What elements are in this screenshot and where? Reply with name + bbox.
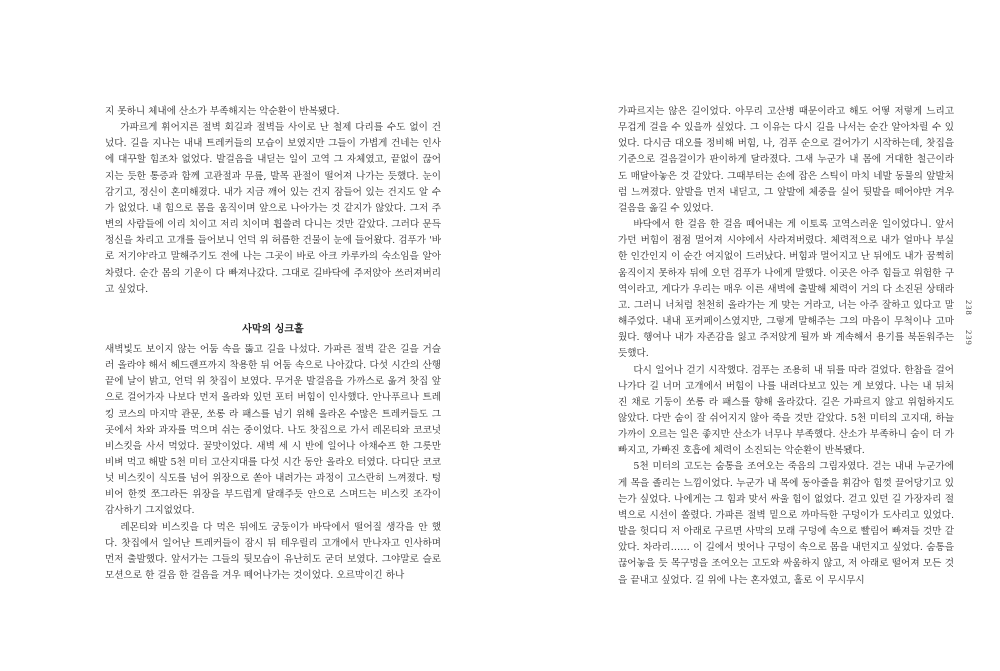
paragraph: 새벽빛도 보이지 않는 어둠 속을 뚫고 길을 나섰다. 가파른 절벽 같은 길을 거슬러 올라야 해서 헤드랜프까지 착용한 뒤 어둠 속으로 나아갔다. 다섯 시간의 산행 끝에 날이 밝고, 언덕 위 찻집이 보였다. 무거운 발걸음을 가까스로 옮겨 찻집 앞으로 걸어가자 나보다 먼저 올라와 있던 포터 버힘이 인사했다. 안나푸르나 트레킹 코스의 마지막 관문, 쏘롱 라 패스를 넘기 위해 올라온 수많은 트레커들도 그곳에서 차와 과자를 먹으며 쉬는 중이었다. 나도 찻집으로 가서 레몬티와 코코넛 비스킷을 사서 먹었다. 꿀맛이었다. 새벽 세 시 반에 일어나 아채수프 한 그릇만 비벼 먹고 해발 5천 미터 고산지대를 다섯 시간 동안 올라오 터였다. 다디단 코코넛 비스킷이 식도를 넘어 위장으로 쏟아 내려가는 과정이 고스란히 느껴졌다. 텅 비어 한껏 쪼그라든 위장을 부드럽게 달래주듯 안으로 스며드는 비스킷 조각이 감사하기 그지없었다.: [105, 343, 441, 517]
paragraph: 레몬티와 비스킷을 다 먹은 뒤에도 궁둥이가 바닥에서 떨어질 생각을 안 했다. 찻집에서 일어난 트레커들이 잠시 뒤 테우릴리 고개에서 만나자고 인사하며 먼저 출발했다. 앞서가는 그들의 뒷모습이 유난히도 굳더 보였다. 그야말로 슬로모션으로 한 걸음 한 걸음을 겨우 떼어나가는 것이었다. 오르막이긴 하나: [105, 521, 441, 582]
section-heading: 사막의 싱크홀: [242, 323, 304, 335]
paragraph: 바닥에서 한 걸음 한 걸음 떼어내는 게 이토록 고역스러운 일이었다니. 앞서가던 버힘이 점점 멀어져 시야에서 사라져버렸다. 체력적으로 내가 얼마나 부실한 인간인지 이 순간 여지없이 드러났다. 버힘과 멀어지고 난 뒤에도 내가 꿈쩍히 움직이지 못하자 뒤에 오던 검푸가 나에게 말했다. 이곳은 아주 힘들고 위험한 구역이라고, 게다가 우리는 매우 이른 새벽에 출발해 체력이 거의 다 소진된 상태라고. 그러니 너처럼 천천히 올라가는 게 맞는 거라고, 너는 아주 잘하고 있다고 말해주었다. 내내 포커페이스였지만, 그렇게 말해주는 그의 마음이 무척이나 고마웠다. 행여나 내가 자존감을 잃고 주저앉게 될까 봐 계속해서 용기를 북돋워주는 듯했다.: [618, 219, 954, 360]
page-number-right: 239: [964, 330, 974, 346]
paragraph: 가파르지는 않은 길이었다. 아무리 고산병 때문이라고 해도 어떻 저렇게 느리고 무겁게 걸을 수 있을까 싶었다. 그 이유는 다시 길을 나서는 순간 알아차릴 수 있었다. 다시금 대오를 정비해 버힘, 나, 검푸 순으로 걸어가기 시작하는데, 찻집을 기준으로 걸음걸이가 판이하게 달라졌다. 그새 누군가 내 몸에 거대한 철근이라도 매달아놓은 것 같았다. 그때부터는 손에 잡은 스틱이 마치 네발 동물의 앞발처럼 느껴졌다. 앞발을 먼저 내딛고, 그 앞발에 체중을 실어 뒷발을 떼어야만 겨우 걸음을 옮길 수 있었다.: [618, 106, 954, 214]
paragraph: 가파르게 휘어지른 절벽 회길과 절벽들 사이로 난 철제 다리를 수도 없이 건넜다. 길을 지나는 내내 트레커들의 모습이 보였지만 그들이 가볍게 건네는 인사에 대꾸할 힘조차 없었다. 발걸음을 내딛는 일이 고역 그 자체였고, 끝없이 끊어지는 듯한 통증과 함께 고관절과 무릎, 발목 관절이 떨어져 나가는 듯했다. 눈이 감기고, 정신이 혼미해졌다. 내가 지금 깨어 있는 건지 잠들어 있는 건지도 알 수가 없었다. 내 힘으로 몸을 움직이며 앞으로 나아가는 것 같지가 않았다. 그저 주변의 사람들에 이리 치이고 저리 치이며 휩쓸려 다니는 것만 같았다. 그러다 문득 정신을 차리고 고개를 들어보니 언덕 위 허름한 건물이 눈에 들어왔다. 검푸가 '바로 저기야'라고 말해주기도 전에 나는 그곳이 바로 아크 카루카의 숙소임을 알아차렸다. 순간 몸의 기운이 다 빠져나갔다. 그대로 길바닥에 주저앉아 쓰러져버리고 싶었다.: [105, 122, 441, 295]
page-number-left: 238: [964, 300, 974, 316]
left-page: [105, 104, 441, 584]
right-page: [618, 104, 954, 589]
paragraph: 다시 일어나 걷기 시작했다. 검푸는 조용히 내 뒤를 따라 걸었다. 한참을 걸어나가다 길 너머 고개에서 버힘이 나를 내려다보고 있는 게 보였다. 나는 내 뒤처진 채로 기둥이 쏘롱 라 패스를 향해 올라갔다. 길은 가파르지 않고 위험하지도 않았다. 다만 숨이 잘 쉬어지지 않아 죽을 것만 같았다. 5천 미터의 고지대, 하늘 가까이 오르는 일은 좋지만 산소가 너무나 부족했다. 산소가 부족하니 숨이 더 가빠지고, 가빠진 호흡에 체력이 소진되는 악순환이 반복됐다.: [618, 364, 954, 457]
paragraph: 지 못하니 체내에 산소가 부족해지는 악순환이 반복됐다.: [105, 106, 340, 117]
paragraph: 5천 미터의 고도는 숨통을 조여오는 죽음의 그림자였다. 걷는 내내 누군가에게 목을 졸리는 느낌이었다. 누군가 내 목에 동아줄을 휘감아 힘껏 끌어당기고 있는가 싶었다. 나에게는 그 힘과 맞서 싸울 힘이 없었다. 걷고 있던 길 가장자리 절벽으로 시선이 쏠렸다. 가파른 절벽 밑으로 까마득한 구덩이가 도사리고 있었다. 발을 헛디디 저 아래로 구르면 사막의 모래 구덩에 속으로 빨림어 빠져들 것만 같았다. 차라리…… 이 길에서 벗어나 구덩이 속으로 몸을 내던지고 싶었다. 숨통을 끊어놓을 듯 목구멍을 조여오는 고도와 싸움하지 않고, 저 아래로 떨어져 모든 것을 끝내고 싶었다. 길 위에 나는 혼자였고, 홀로 이 무시무시: [618, 461, 954, 586]
